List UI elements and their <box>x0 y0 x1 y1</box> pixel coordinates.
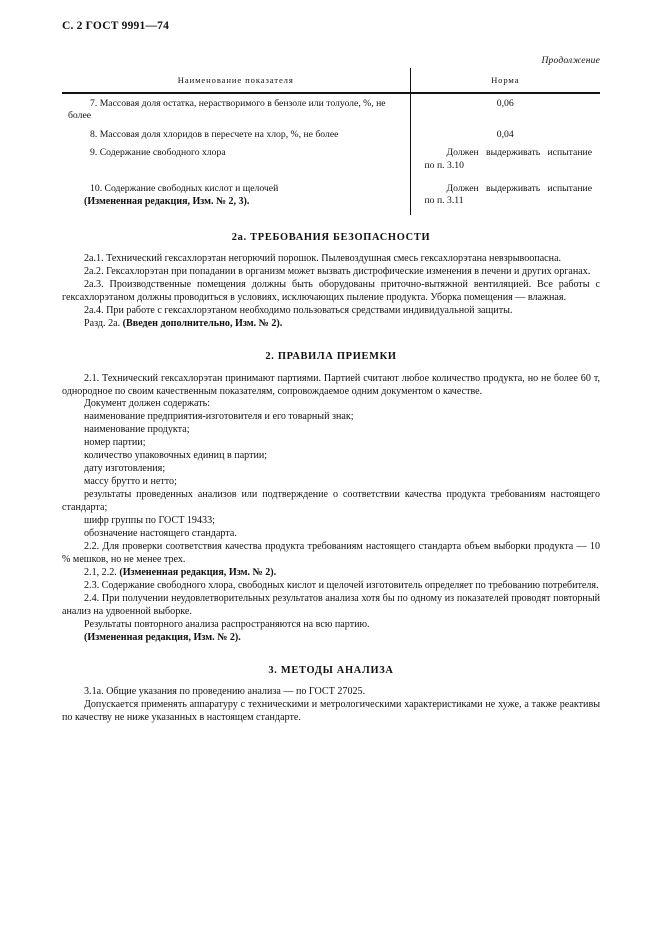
table-row <box>62 143 600 179</box>
specification-table <box>62 68 600 215</box>
section-heading-methods: 3. МЕТОДЫ АНАЛИЗА <box>268 664 394 676</box>
revision-prefix: 2.1, 2.2. <box>84 567 120 579</box>
table-continued-label: Продолжение <box>541 56 600 66</box>
section-heading-safety: 2а. ТРЕБОВАНИЯ БЕЗОПАСНОСТИ <box>231 232 431 243</box>
paragraph-2a-2: 2а.2. Гексахлорэтан при попадании в организм может вызвать дистрофические изменения в печени и других органах. <box>84 266 591 278</box>
paragraph-2-4: 2.4. При получении неудовлетворительных результатов анализа хотя бы по одному из показателей проводят повторный анализ на удвоенной выборке. <box>62 593 600 617</box>
table-row <box>62 125 600 143</box>
table-cell-norm: Должен выдерживать испытание по п. 3.10 <box>424 147 592 171</box>
paragraph-2-1: 2.1. Технический гексахлорэтан принимают партиями. Партией считают любое количество продукта, но не более 60 т, однородное по своим качественным показателям, сопровождаемое одним документом о качестве. <box>62 372 600 397</box>
list-item: дату изготовления; <box>84 463 166 475</box>
table-cell-indicator: 7. Массовая доля остатка, нерастворимого в бензоле или толуоле, %, не более <box>62 94 410 125</box>
paragraph-2a-3: 2а.3. Производственные помещения должны быть оборудованы приточно-вытяжной вентиляцией. Все работы с гексахлорэтаном должны проводиться в условиях, исключающих пыление продукта. Уборка помещения — влажная. <box>62 279 600 304</box>
revision-note: (Введен дополнительно, Изм. № 2). <box>122 318 283 330</box>
paragraph-section2-revision <box>62 632 600 645</box>
table-cell-norm: Должен выдерживать испытание по п. 3.11 <box>424 183 592 207</box>
paragraph-2-3: 2.3. Содержание свободного хлора, свободных кислот и щелочей изготовитель определяет по требованию потребителя. <box>84 580 599 592</box>
list-item: массу брутто и нетто; <box>84 476 177 488</box>
revision-note: (Измененная редакция, Изм. № 2). <box>119 567 277 579</box>
table-cell-indicator: 9. Содержание свободного хлора <box>62 143 410 179</box>
document-body <box>62 222 600 725</box>
list-item: номер партии; <box>84 437 146 449</box>
table-revision-note: (Измененная редакция, Изм. № 2, 3). <box>84 196 250 207</box>
table-column-header-indicator: Наименование показателя <box>62 68 410 93</box>
list-item: результаты проведенных анализов или подтверждение о соответствии качества продукта требованиям настоящего стандарта; <box>62 489 600 514</box>
revision-note: (Измененная редакция, Изм. № 2). <box>84 631 241 643</box>
paragraph-2a-revision <box>62 318 600 331</box>
paragraph-document-intro: Документ должен содержать: <box>84 398 211 410</box>
list-item: обозначение настоящего стандарта. <box>84 528 237 540</box>
paragraph-2-1-2-2-revision <box>62 567 600 580</box>
table-row <box>62 94 600 125</box>
page-running-head: С. 2 ГОСТ 9991—74 <box>62 20 170 32</box>
table-header-row <box>62 68 600 93</box>
paragraph-apparatus: Допускается применять аппаратуру с техническими и метрологическими характеристиками не хуже, а также реактивы по качеству не ниже указанных в настоящем стандарте. <box>62 699 600 724</box>
table-cell-norm: 0,04 <box>496 128 514 140</box>
paragraph-3-1a: 3.1а. Общие указания по проведению анализа — по ГОСТ 27025. <box>84 686 366 698</box>
list-item: шифр группы по ГОСТ 19433; <box>84 515 215 527</box>
paragraph-2a-4: 2а.4. При работе с гексахлорэтаном необходимо пользоваться средствами индивидуальной защиты. <box>84 305 513 317</box>
list-item: количество упаковочных единиц в партии; <box>84 450 268 462</box>
list-item: наименование предприятия-изготовителя и его товарный знак; <box>84 411 354 423</box>
paragraph-2a-1: 2а.1. Технический гексахлорэтан негорючий порошок. Пылевоздушная смесь гексахлорэтана невзрывоопасна. <box>84 253 562 265</box>
paragraph-repeat-results: Результаты повторного анализа распространяются на всю партию. <box>84 618 370 630</box>
specification-table-block <box>62 56 600 215</box>
revision-prefix: Разд. 2а. <box>84 318 123 330</box>
table-cell-indicator: 10. Содержание свободных кислот и щелочей <box>62 179 410 215</box>
table-cell-indicator: 8. Массовая доля хлоридов в пересчете на хлор, %, не более <box>62 125 410 143</box>
list-item: наименование продукта; <box>84 424 190 436</box>
section-heading-acceptance: 2. ПРАВИЛА ПРИЕМКИ <box>265 351 397 363</box>
table-cell-norm: 0,06 <box>496 98 514 109</box>
table-column-header-norm: Норма <box>410 68 600 93</box>
paragraph-2-2: 2.2. Для проверки соответствия качества продукта требованиям настоящего стандарта объем выборки продукта — 10 % мешков, но не менее трех. <box>62 541 600 566</box>
